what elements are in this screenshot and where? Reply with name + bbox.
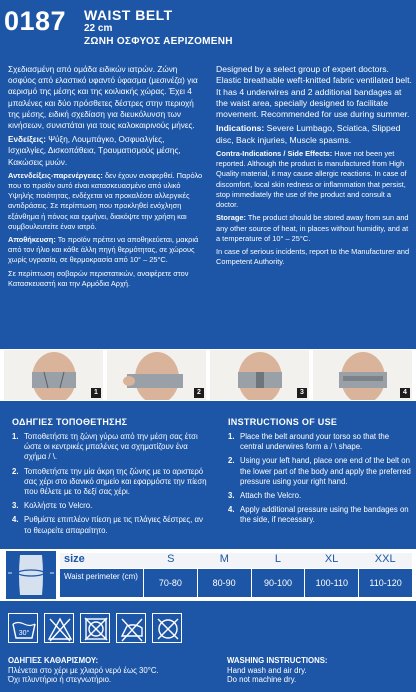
no-dry-clean-icon [152,613,182,643]
size-cell: M [219,553,229,565]
size-cell: XL [324,553,339,565]
english-contra-label: Contra-Indications / Side Effects: [216,149,333,159]
english-indications: Severe Lumbago, Sciatica, Slipped disc, Back injuries, Muscle spasms. [216,123,401,145]
range-cell: 100-110 [305,569,359,597]
list-item: 3. Attach the Velcro. [228,491,302,501]
english-description [216,64,412,270]
greek-instructions-title: ΟΔΗΓΙΕΣ ΤΟΠΟΘΕΤΗΣΗΣ [12,417,128,427]
greek-washing-line: Πλένεται στο χέρι με χλιαρό νερό έως 30°C. [8,665,159,675]
english-washing-line: Do not machine dry. [227,675,297,685]
photo-number: 4 [400,388,410,398]
torso-belt-image [210,350,309,400]
greek-intro: Σχεδιασμένη από ομάδα ειδικών ιατρών. Ζώνη οσφύος από ελαστικό υφαντό ύφασμα (μεσινέζα) για αερισμό της μέσης και της κοιλιακής χώρας. Έχει 4 μπαλένες και δύο πρόσθετες δέστρες στην περιοχή της μέσης, ειδική σχεδίαση για διευκόλυνση των κινήσεων, συνιστάται για τους καλοκαιρινούς μήνες. [8,65,198,131]
waist-figure [6,551,56,599]
greek-storage-label: Αποθήκευση: [8,235,56,245]
greek-washing [8,656,208,685]
range-cell: 110-120 [369,578,402,588]
english-storage: The product should be stored away from sun and any other source of heat, in places without humidity, and at a temperature of 10° – 25°C. [216,213,409,243]
product-title: WAIST BELT [84,7,173,23]
greek-serious: Σε περίπτωση σοβαρών περιστατικών, αναφέρετε στον Κατασκευαστή και την Αρμόδια Αρχή. [8,268,189,288]
list-item: 1. Place the belt around your torso so that the central underwires form a / \ shape. [228,432,390,452]
greek-description [8,64,204,292]
svg-text:30°: 30° [18,630,30,637]
english-washing [227,656,412,685]
product-size: 22 cm [84,23,113,34]
size-cell: L [274,553,282,565]
range-cell: 90-100 [252,569,306,597]
photo-number: 3 [297,388,307,398]
greek-washing-line: Όχι πλυντήριο ή στεγνωτήριο. [8,675,112,685]
range-cell: 70-80 [144,569,198,597]
range-cell: 80-90 [198,569,252,597]
english-instructions-list [228,432,412,530]
greek-washing-title: ΟΔΗΓΙΕΣ ΚΑΘΑΡΙΣΜΟΥ: [8,656,99,665]
instruction-photo [107,350,206,400]
list-item: 4. Apply additional pressure using the bandages on the side, if necessary. [228,505,409,525]
greek-indications: Ψύξη, Λουμπάγκο, Οσφυαλγίες, Ισχιαλγίες, Δισκοπάθεια, Τραυματισμούς μέσης, Κακώσεις μυών. [8,135,181,167]
greek-title: ΖΩΝΗ ΟΣΦΥΟΣ ΑΕΡΙΖΟΜΕΝΗ [84,36,233,47]
product-code: 0187 [4,6,67,36]
english-serious: In case of serious incidents, report to the Manufacturer and Competent Authority. [216,246,410,267]
waist-measure-icon [6,551,56,599]
torso-belt-image [107,350,206,400]
wash-30-icon [8,613,38,643]
size-cell: S [167,553,175,565]
instruction-photo [4,350,103,400]
greek-storage: Το προϊόν πρέπει να αποθηκεύεται, μακριά από τον ήλιο και κάθε άλλη πηγή θερμότητας, σε χώρους χωρίς υγρασία, σε θερμοκρασία από 10° – 25°C. [8,235,199,265]
size-cell: XXL [374,553,396,565]
care-icons [8,613,182,643]
torso-belt-image [313,350,412,400]
photo-number: 1 [91,388,101,398]
perimeter-label: Waist perimeter (cm) [60,569,144,597]
english-contra: Have not been yet reported. Although the product is manufactured from High Quality material, it may cause allergic reactions. In case of discomfort, local skin redness or inflammation that persist, stop immediately the use of the product and consult a doctor. [216,149,407,210]
instruction-photo [313,350,412,400]
list-item: 4. Ρυθμίστε επιπλέον πίεση με τις πλάγιες δέστρες, αν το θεωρείτε απαραίτητο. [12,515,203,535]
english-washing-title: WASHING INSTRUCTIONS: [227,656,328,665]
list-item: 3. Κολλήστε το Velcro. [12,501,93,511]
list-item: 2. Using your left hand, place one end of the belt on the lower part of the body and apply the preferred pressure using your right hand. [228,456,411,486]
list-item: 1. Τοποθετήστε τη ζώνη γύρω από την μέση σας έτσι ώστε οι κεντρικές μπαλένες να σχηματίζουν ένα σχήμα / \. [12,432,198,462]
english-indications-label: Indications: [216,123,265,134]
english-intro: Designed by a select group of expert doctors. Elastic breathable weft-knitted fabric ventilated belt. It has 4 underwires and 2 additional bandages at the waist area, specially designed to facilitate movement. Recommended for use during summer. [216,64,412,120]
greek-contra: δεν έχουν αναφερθεί. Παρόλο που το προϊόν αυτό είναι κατασκευασμένο από υλικό Υψηλής ποιότητας, ενδέχεται να προκαλέσει αλλεργικές αντιδράσεις. Σε περίπτωση που προκληθεί ενόχληση εξάνθημα ή πόνος και ερμήνει, διακόψτε την χρήση και συμβουλευτείτε έναν ιατρό. [8,170,203,231]
torso-belt-image [4,350,103,400]
list-item: 2. Τοποθετήστε την μία άκρη της ζώνης με το αριστερό σας χέρι στο ιδανικό σημείο και εφαρμόστε την πίεση που θέλετε με το δεξί σας χέρι. [12,466,207,497]
instruction-photos [0,349,416,401]
no-bleach-icon [44,613,74,643]
greek-instructions-list [12,432,208,540]
greek-contra-label: Αντενδείξεις-παρενέργειες: [8,170,103,180]
english-washing-line: Hand wash and air dry. [227,665,307,675]
english-storage-label: Storage: [216,213,246,223]
size-label: size [64,553,85,565]
photo-number: 2 [194,388,204,398]
greek-indications-label: Ενδείξεις: [8,135,46,145]
perimeter-row [60,569,412,597]
no-iron-icon [116,613,146,643]
no-tumble-dry-icon [80,613,110,643]
size-header-row [60,553,412,568]
instruction-photo [210,350,309,400]
english-instructions-title: INSTRUCTIONS OF USE [228,417,338,427]
